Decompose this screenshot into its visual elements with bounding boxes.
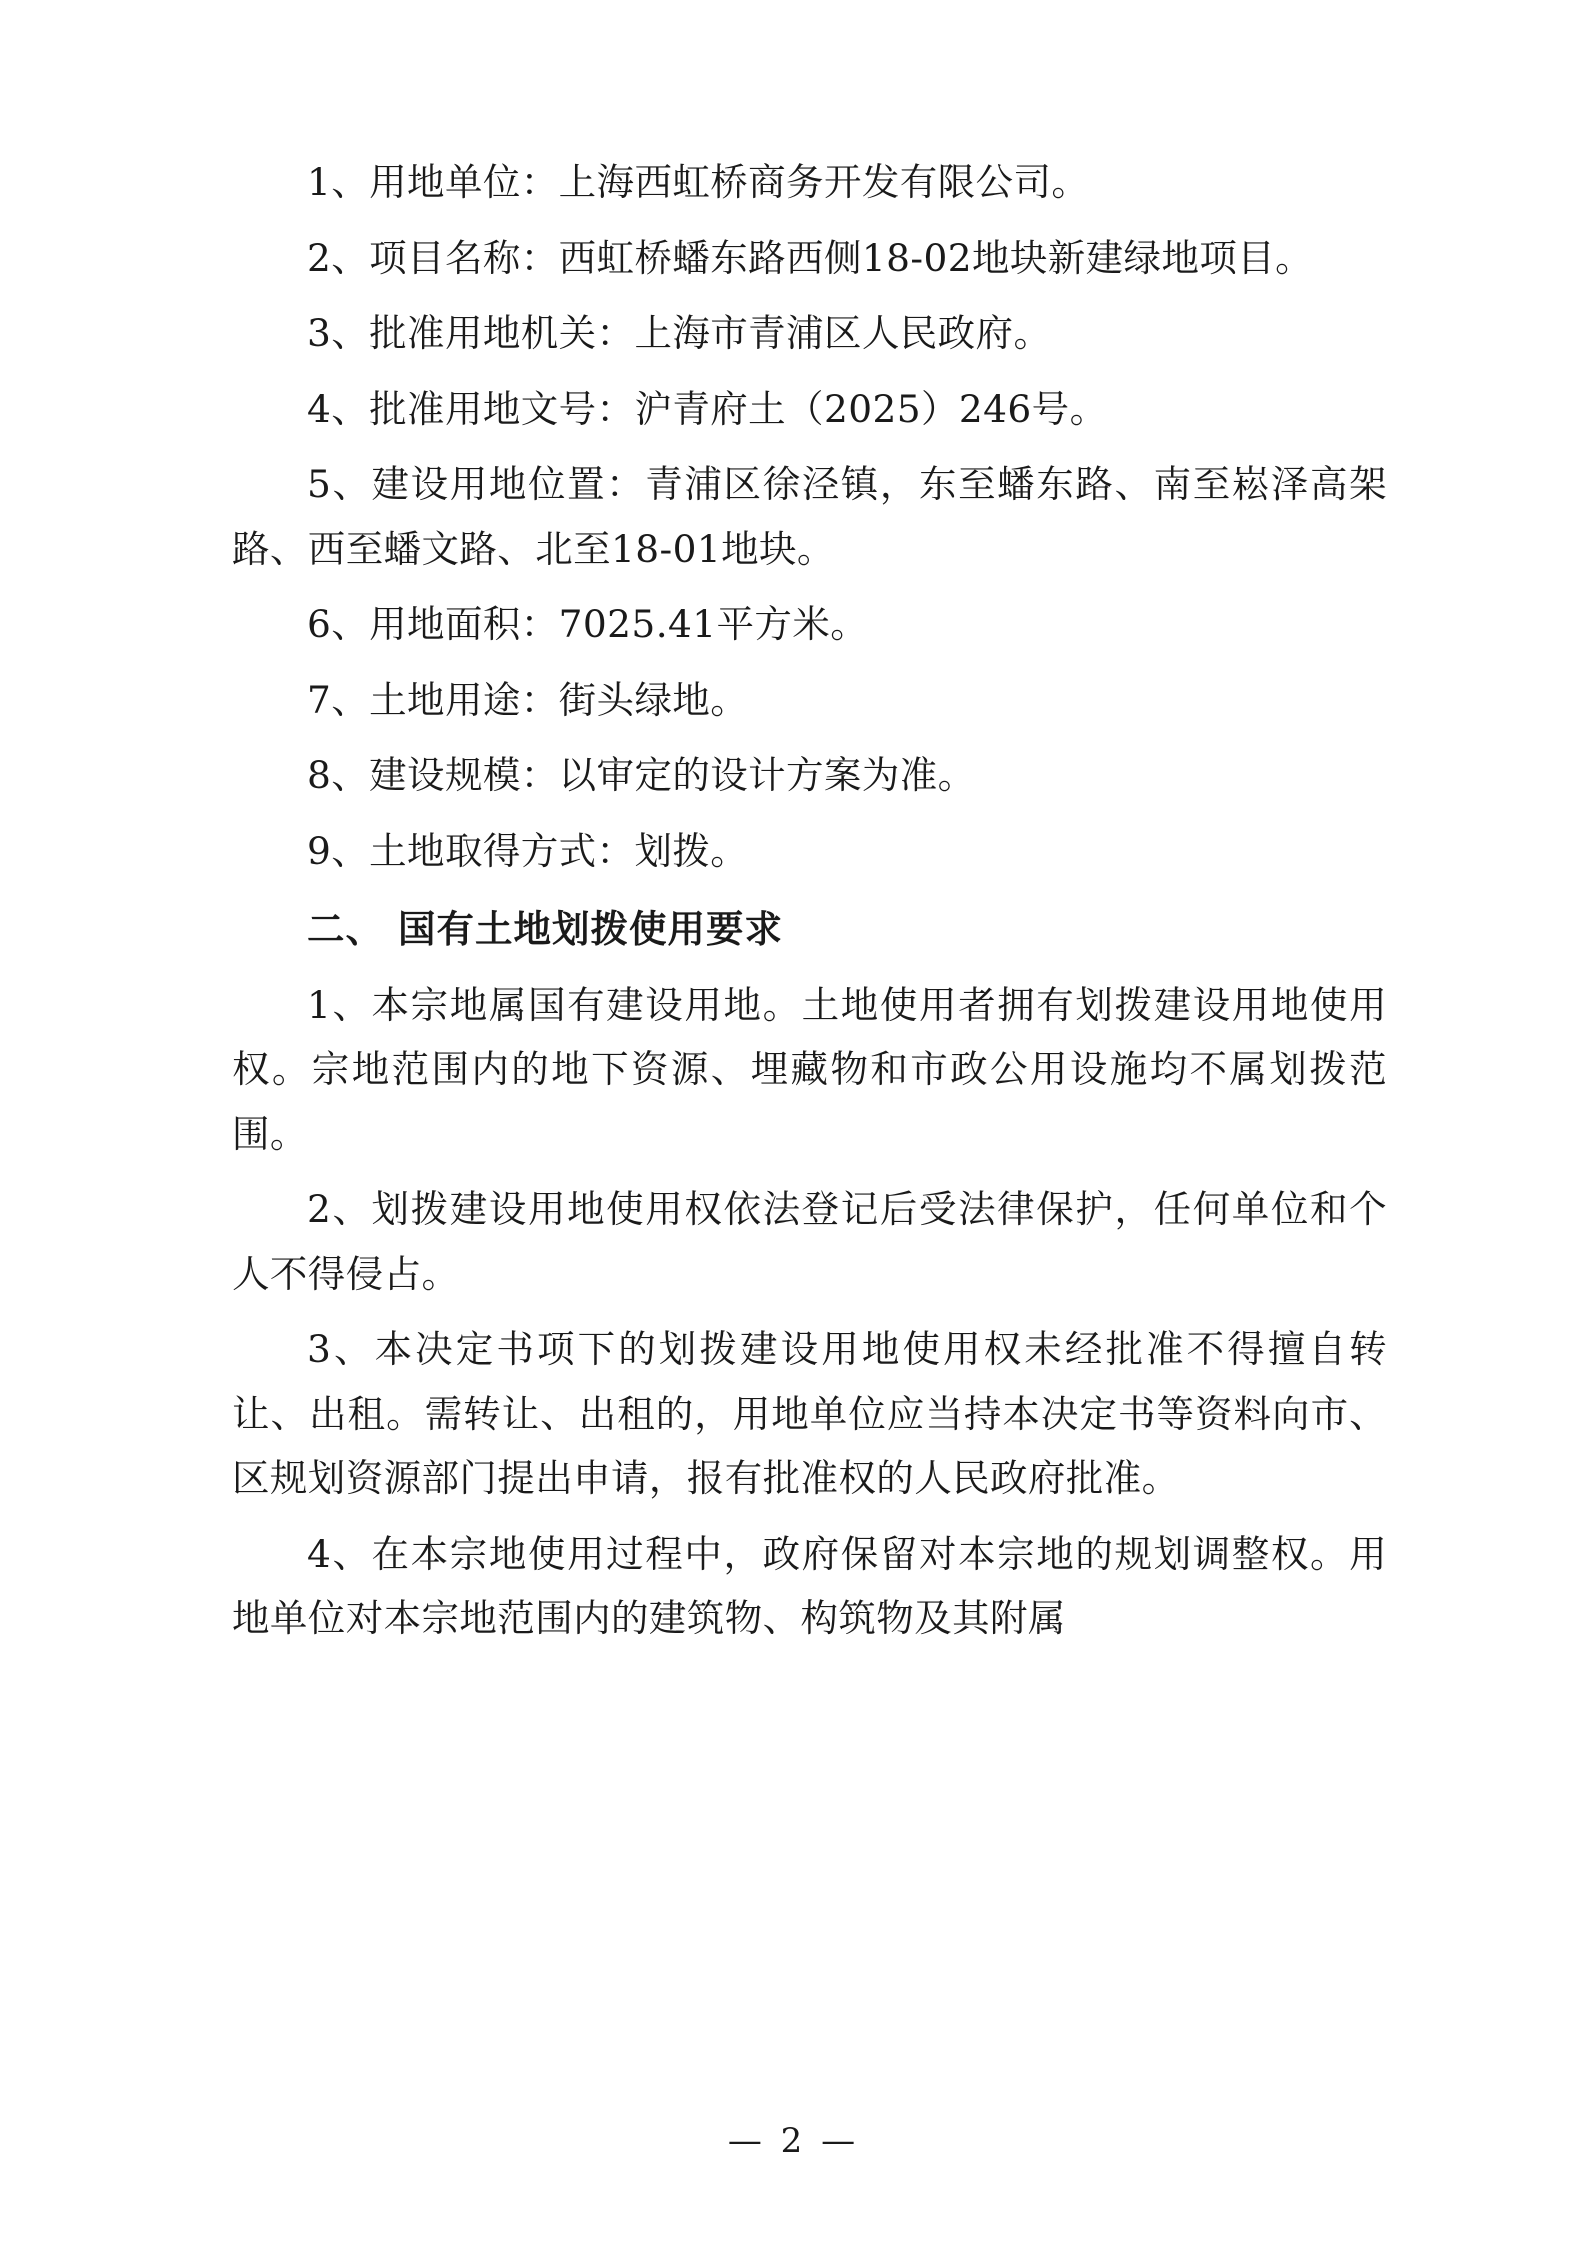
list-item-project-name: 2、项目名称：西虹桥蟠东路西侧18-02地块新建绿地项目。	[307, 235, 1314, 280]
document-body	[232, 150, 1387, 1651]
list-item-land-location: 5、建设用地位置：青浦区徐泾镇，东至蟠东路、南至崧泽高架路、西至蟠文路、北至18-01地块。	[232, 462, 1387, 571]
requirement-item-1: 1、本宗地属国有建设用地。土地使用者拥有划拨建设用地使用权。宗地范围内的地下资源、埋藏物和市政公用设施均不属划拨范围。	[232, 982, 1387, 1156]
page-footer	[0, 2121, 1587, 2161]
requirement-item-2: 2、划拨建设用地使用权依法登记后受法律保护，任何单位和个人不得侵占。	[232, 1187, 1387, 1296]
requirement-item-3: 3、本决定书项下的划拨建设用地使用权未经批准不得擅自转让、出租。需转让、出租的，用地单位应当持本决定书等资料向市、区规划资源部门提出申请，报有批准权的人民政府批准。	[232, 1327, 1387, 1500]
list-item-land-area: 6、用地面积：7025.41平方米。	[307, 602, 869, 646]
list-item-approval-authority: 3、批准用地机关：上海市青浦区人民政府。	[307, 311, 1052, 355]
list-item-land-use: 7、土地用途：街头绿地。	[307, 677, 749, 722]
list-item-acquisition-method: 9、土地取得方式：划拨。	[307, 828, 749, 873]
list-item-construction-scale: 8、建设规模：以审定的设计方案为准。	[307, 753, 976, 797]
list-item-approval-document-number: 4、批准用地文号：沪青府土（2025）246号。	[307, 386, 1108, 431]
page-number: — 2 —	[727, 2121, 860, 2161]
requirement-item-4: 4、在本宗地使用过程中，政府保留对本宗地的规划调整权。用地单位对本宗地范围内的建筑物、构筑物及其附属	[232, 1531, 1387, 1640]
list-item-land-user: 1、用地单位：上海西虹桥商务开发有限公司。	[307, 160, 1090, 204]
section-heading-two: 二、 国有土地划拨使用要求	[307, 907, 784, 951]
